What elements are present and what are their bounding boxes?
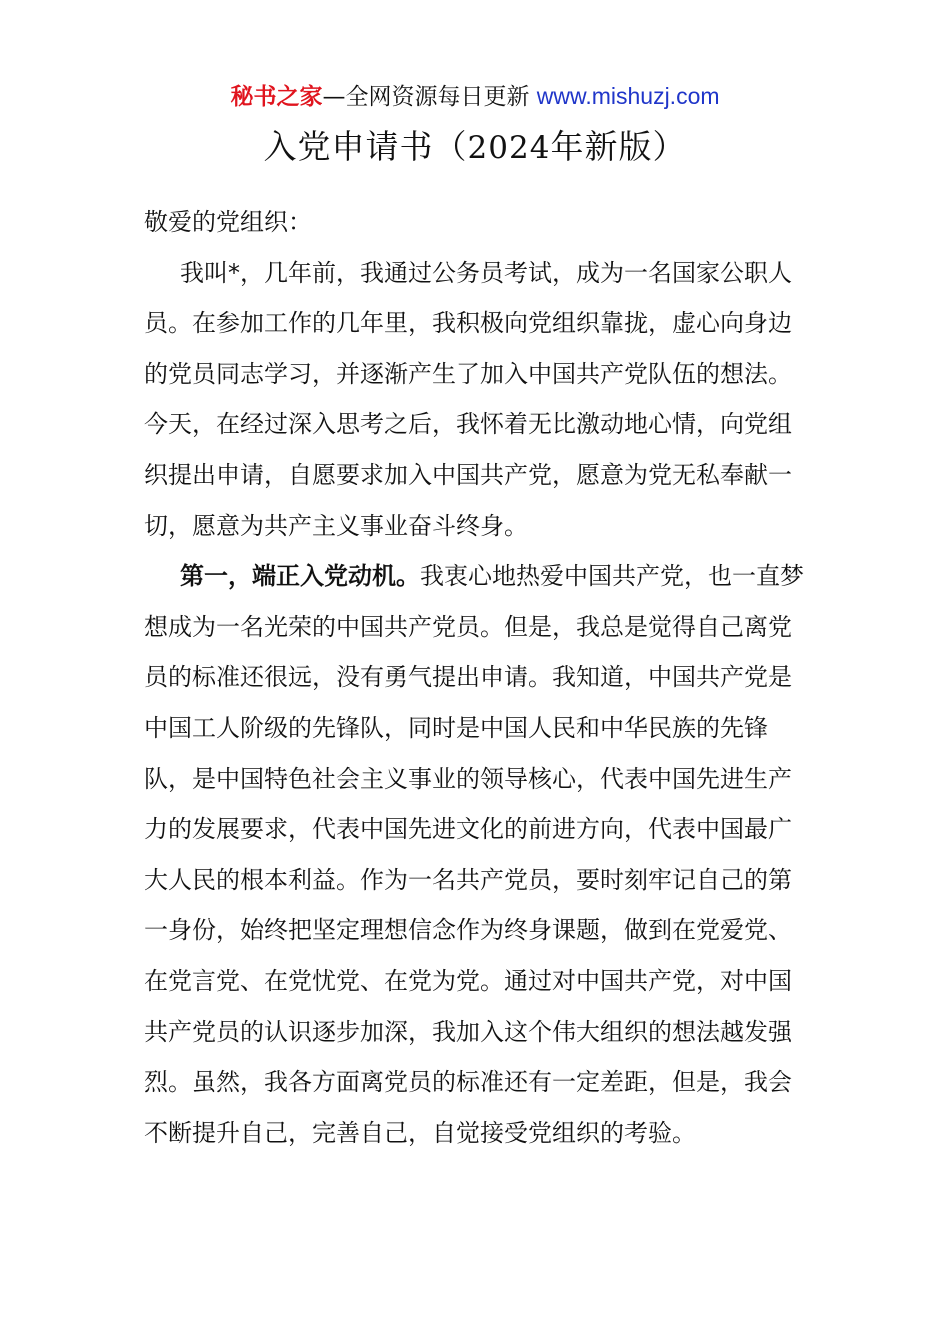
title-main: 入党申请书（ xyxy=(263,127,468,166)
brand-name: 秘书之家 xyxy=(230,84,323,110)
paragraph-text: 我衷心地热爱中国共产党，也一直梦想成为一名光荣的中国共产党员。但是，我总是觉得自己离党员的标准还很远，没有勇气提出申请。我知道，中国共产党是中国工人阶级的先锋队，同时是中国人民和中华民族的先锋队，是中国特色社会主义事业的领导核心，代表中国先进生产力的发展要求，代表中国先进文化的前进方向，代表中国最广大人民的根本利益。作为一名共产党员，要时刻牢记自己的第一身份，始终把坚定理想信念作为终身课题，做到在党爱党、在党言党、在党忧党、在党为党。通过对中国共产党，对中国共产党员的认识逐步加深，我加入这个伟大组织的想法越发强烈。虽然，我各方面离党员的标准还有一定差距，但是，我会不断提升自己，完善自己，自觉接受党组织的考验。 xyxy=(144,562,804,1147)
paragraph-intro xyxy=(144,248,809,552)
title-suffix: 年新版） xyxy=(550,127,687,166)
brand-tagline: —全网资源每日更新 xyxy=(322,84,537,110)
paragraph-lead-heading: 第一，端正入党动机。 xyxy=(180,562,420,591)
document-body xyxy=(144,197,809,1158)
site-url-link[interactable]: www.mishuzj.com xyxy=(536,83,720,109)
title-year: 2024 xyxy=(467,130,551,166)
salutation: 敬爱的党组织： xyxy=(144,208,312,236)
paragraph-text: 我叫*，几年前，我通过公务员考试，成为一名国家公职人员。在参加工作的几年里，我积极向党组织靠拢，虚心向身边的党员同志学习，并逐渐产生了加入中国共产党队伍的想法。今天，在经过深入思考之后，我怀着无比激动地心情，向党组织提出申请，自愿要求加入中国共产党，愿意为党无私奉献一切，愿意为共产主义事业奋斗终身。 xyxy=(144,258,792,540)
site-header-banner xyxy=(0,80,950,113)
document-title xyxy=(0,125,950,170)
paragraph-first-point xyxy=(144,551,809,1158)
